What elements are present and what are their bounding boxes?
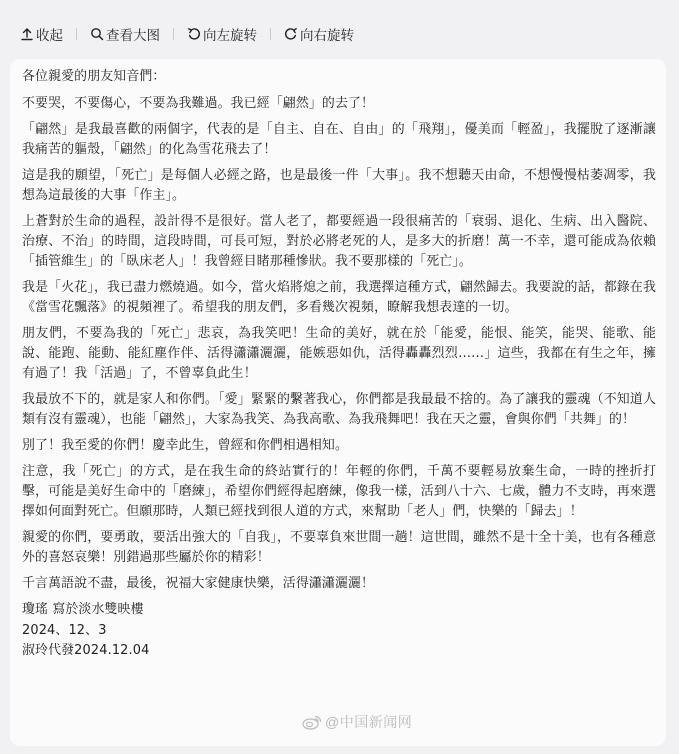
rotate-left-icon [187, 27, 201, 41]
letter-paragraph: 注意，我「死亡」的方式，是在我生命的終站實行的！年輕的你們，千萬不要輕易放棄生命，一時的挫折打擊，可能是美好生命中的「磨練」，希望你們經得起磨練，像我一樣，活到八十六、七歲，體力不支時，再來選擇如何面對死亡。但願那時，人類已經找到很人道的方式，來幫助「老人」們，快樂的「歸去」！ [22, 464, 656, 519]
letter-greeting: 各位親愛的朋友知音們： [22, 69, 166, 84]
letter-paragraph: 這是我的願望，「死亡」是每個人必經之路，也是最後一件「大事」。我不想聽天由命，不想慢慢枯萎凋零，我想為這最後的大事「作主」。 [22, 168, 656, 203]
collapse-label: 收起 [36, 28, 63, 44]
signature-sender: 淑玲代發2024.12.04 [22, 643, 150, 658]
watermark-text: @中国新闻网 [325, 714, 413, 730]
collapse-upload-icon [20, 27, 34, 41]
image-toolbar [18, 18, 356, 50]
toolbar-divider [173, 28, 174, 40]
image-viewer-panel [10, 59, 666, 746]
rotate-right-icon [284, 27, 298, 41]
rotate-right-button[interactable] [282, 24, 356, 44]
letter-paragraph: 我是「火花」，我已盡力燃燒過。如今，當火焰將熄之前，我選擇這種方式，翩然歸去。我要說的話，都錄在我《當雪花飄落》的視頻裡了。希望我的朋友們，多看幾次視頻，瞭解我想表達的一切。 [22, 280, 656, 315]
letter-paragraph: 朋友們，不要為我的「死亡」悲哀，為我笑吧！生命的美好，就在於「能愛，能恨、能笑，能哭、能歌、能說、能跑、能動、能紅塵作伴、活得瀟瀟灑灑，能嫉惡如仇，活得轟轟烈烈……」這些，我都在有生之年，擁有過了！我「活過」了，不曾辜負此生！ [22, 326, 656, 381]
search-icon [90, 27, 104, 41]
letter-paragraph: 親愛的你們，要勇敢，要活出強大的「自我」，不要辜負來世間一趟！這世間，雖然不是十全十美，也有各種意外的喜怒哀樂！別錯過那些屬於你的精彩！ [22, 530, 656, 565]
weibo-logo-icon [302, 714, 322, 730]
letter-image [22, 67, 656, 662]
letter-paragraph: 別了！我至愛的你們！慶幸此生，曾經和你們相遇相知。 [22, 438, 349, 453]
letter-paragraph: 不要哭，不要傷心，不要為我難過。我已經「翩然」的去了！ [22, 96, 375, 111]
letter-paragraph: 「翩然」是我最喜歡的兩個字，代表的是「自主、自在、自由」的「飛翔」，優美而「輕盈」，我擺脫了逐漸讓我痛苦的軀殼，「翩然」的化為雪花飛去了！ [22, 122, 656, 157]
letter-paragraph: 上蒼對於生命的過程，設計得不是很好。當人老了，都要經過一段很痛苦的「衰弱、退化、生病、出入醫院、治療、不治」的時間，這段時間，可長可短，對於必將老死的人，是多大的折磨！萬一不幸，還可能成為依賴「插管維生」的「臥床老人」！我曾經目睹那種慘狀。我不要那樣的「死亡」。 [22, 214, 656, 269]
toolbar-divider [270, 28, 271, 40]
view-large-label: 查看大图 [106, 28, 160, 44]
collapse-button[interactable] [18, 24, 65, 44]
view-large-button[interactable] [88, 24, 162, 44]
rotate-left-label: 向左旋转 [203, 28, 257, 44]
letter-paragraph: 我最放不下的，就是家人和你們。「愛」緊緊的繫著我心，你們都是我最最不捨的。為了讓我的靈魂（不知道人類有沒有靈魂），也能「翩然」，大家為我笑、為我高歌、為我飛舞吧！我在天之靈，會與你們「共舞」的！ [22, 392, 656, 427]
letter-paragraph: 千言萬語說不盡，最後，祝福大家健康快樂，活得瀟瀟灑灑！ [22, 576, 375, 591]
rotate-right-label: 向右旋转 [300, 28, 354, 44]
toolbar-divider [76, 28, 77, 40]
signature-author: 瓊瑤 寫於淡水雙映樓 [22, 602, 144, 617]
letter-signature [22, 600, 656, 662]
signature-date: 2024、12、3 [22, 622, 107, 638]
watermark [302, 712, 412, 732]
rotate-left-button[interactable] [185, 24, 259, 44]
